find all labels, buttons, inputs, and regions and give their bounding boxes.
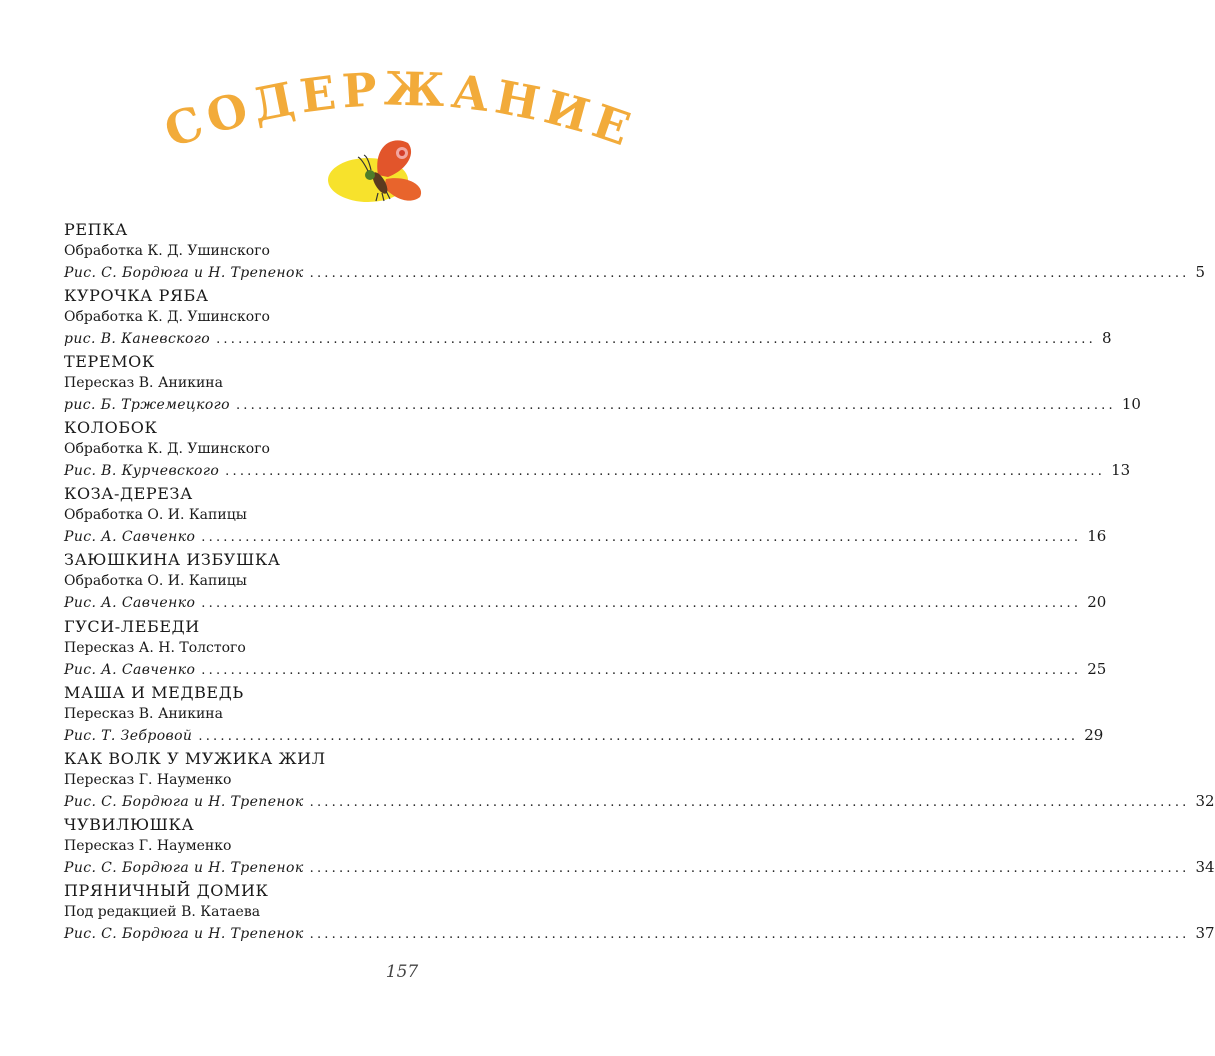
- entry-author: Обработка К. Д. Ушинского: [64, 441, 270, 458]
- dot-leader: ........................................................................................................................: [235, 398, 1116, 414]
- entry-title: КАК ВОЛК У МУЖИКА ЖИЛ: [64, 748, 326, 768]
- entry-leader-line: [64, 262, 1206, 283]
- entry-illustrator: Рис. А. Савченко: [64, 661, 196, 678]
- entry-title: РЕПКА: [64, 220, 128, 239]
- entry-illustrator: Рис. В. Курчевского: [64, 463, 220, 480]
- dot-leader: ........................................................................................................................: [201, 662, 1082, 678]
- toc-entry: [64, 284, 1112, 350]
- entry-page-number: 34: [1195, 857, 1215, 876]
- entry-page-number: 8: [1101, 329, 1112, 348]
- entry-page-number: 10: [1121, 395, 1141, 414]
- dot-leader: ........................................................................................................................: [201, 530, 1082, 546]
- entry-leader-line: [64, 791, 1215, 812]
- entry-illustrator: рис. Б. Тржемецкого: [64, 397, 230, 414]
- entry-page-number: 32: [1195, 791, 1215, 810]
- entry-author: Пересказ Г. Науменко: [64, 837, 232, 854]
- entry-title: ГУСИ-ЛЕБЕДИ: [64, 616, 200, 636]
- dot-leader: ........................................................................................................................: [216, 332, 1096, 348]
- dot-leader: ........................................................................................................................: [201, 596, 1082, 612]
- toc-entry: [64, 548, 1107, 614]
- entry-illustrator: Рис. А. Савченко: [64, 529, 196, 546]
- entry-title: КУРОЧКА РЯБА: [64, 286, 209, 306]
- entry-illustrator: Рис. Т. Зебровой: [64, 727, 193, 744]
- entry-illustrator: Рис. А. Савченко: [64, 595, 196, 612]
- entry-author: Пересказ А. Н. Толстого: [64, 639, 246, 656]
- toc-entry: [64, 218, 1206, 284]
- toc-entry: [64, 681, 1104, 747]
- dot-leader: ........................................................................................................................: [309, 860, 1190, 876]
- entry-page-number: 29: [1084, 725, 1104, 744]
- page-number: 157: [385, 962, 419, 982]
- entry-title: КОЗА-ДЕРЕЗА: [64, 484, 193, 504]
- toc-entry: [64, 747, 1215, 813]
- butterfly-icon: [328, 135, 428, 207]
- entry-author: Обработка О. И. Капицы: [64, 507, 247, 524]
- entry-page-number: 5: [1195, 263, 1206, 281]
- entry-leader-line: [64, 659, 1107, 680]
- entry-title: ЗАЮШКИНА ИЗБУШКА: [64, 550, 281, 570]
- entry-author: Пересказ В. Аникина: [64, 705, 223, 722]
- entry-leader-line: [64, 394, 1141, 415]
- heading-text: СОДЕРЖАНИЕ: [157, 70, 643, 159]
- entry-leader-line: [64, 526, 1107, 547]
- entry-leader-line: [64, 328, 1112, 349]
- entry-title: КОЛОБОК: [64, 418, 158, 438]
- toc-entry: [64, 416, 1131, 482]
- entry-author: Под редакцией В. Катаева: [64, 903, 261, 920]
- entry-illustrator: Рис. С. Бордюга и Н. Трепенок: [64, 793, 304, 810]
- entry-author: Пересказ В. Аникина: [64, 375, 223, 392]
- dot-leader: ........................................................................................................................: [225, 464, 1106, 480]
- entry-author: Обработка К. Д. Ушинского: [64, 309, 270, 326]
- toc-entry: [64, 879, 1215, 945]
- dot-leader: ........................................................................................................................: [309, 926, 1190, 942]
- toc-entry: [64, 350, 1141, 416]
- entry-title: ПРЯНИЧНЫЙ ДОМИК: [64, 880, 269, 900]
- dot-leader: ........................................................................................................................: [198, 728, 1079, 744]
- entry-author: Пересказ Г. Науменко: [64, 771, 232, 788]
- entry-page-number: 13: [1111, 461, 1131, 480]
- entry-author: Обработка О. И. Капицы: [64, 573, 247, 590]
- entry-leader-line: [64, 923, 1215, 944]
- entry-illustrator: рис. В. Каневского: [64, 331, 211, 348]
- dot-leader: ........................................................................................................................: [309, 794, 1190, 810]
- entry-page-number: 20: [1087, 593, 1107, 612]
- entry-illustrator: Рис. С. Бордюга и Н. Трепенок: [64, 925, 304, 942]
- entry-page-number: 16: [1087, 527, 1107, 546]
- entry-illustrator: Рис. С. Бордюга и Н. Трепенок: [64, 265, 304, 281]
- entry-title: ЧУВИЛЮШКА: [64, 814, 195, 834]
- entry-author: Обработка К. Д. Ушинского: [64, 243, 270, 259]
- entry-leader-line: [64, 725, 1104, 746]
- toc-entry: [64, 482, 1107, 548]
- dot-leader: ........................................................................................................................: [309, 266, 1190, 281]
- entry-title: МАША И МЕДВЕДЬ: [64, 682, 244, 702]
- toc-entry: [64, 813, 1215, 879]
- entry-page-number: 25: [1087, 659, 1107, 678]
- entry-illustrator: Рис. С. Бордюга и Н. Трепенок: [64, 859, 304, 876]
- entry-title: ТЕРЕМОК: [64, 352, 155, 372]
- table-of-contents: [64, 218, 1215, 945]
- entry-leader-line: [64, 460, 1131, 481]
- entry-leader-line: [64, 857, 1215, 878]
- toc-entry: [64, 615, 1107, 681]
- entry-page-number: 37: [1195, 923, 1215, 942]
- entry-leader-line: [64, 592, 1107, 613]
